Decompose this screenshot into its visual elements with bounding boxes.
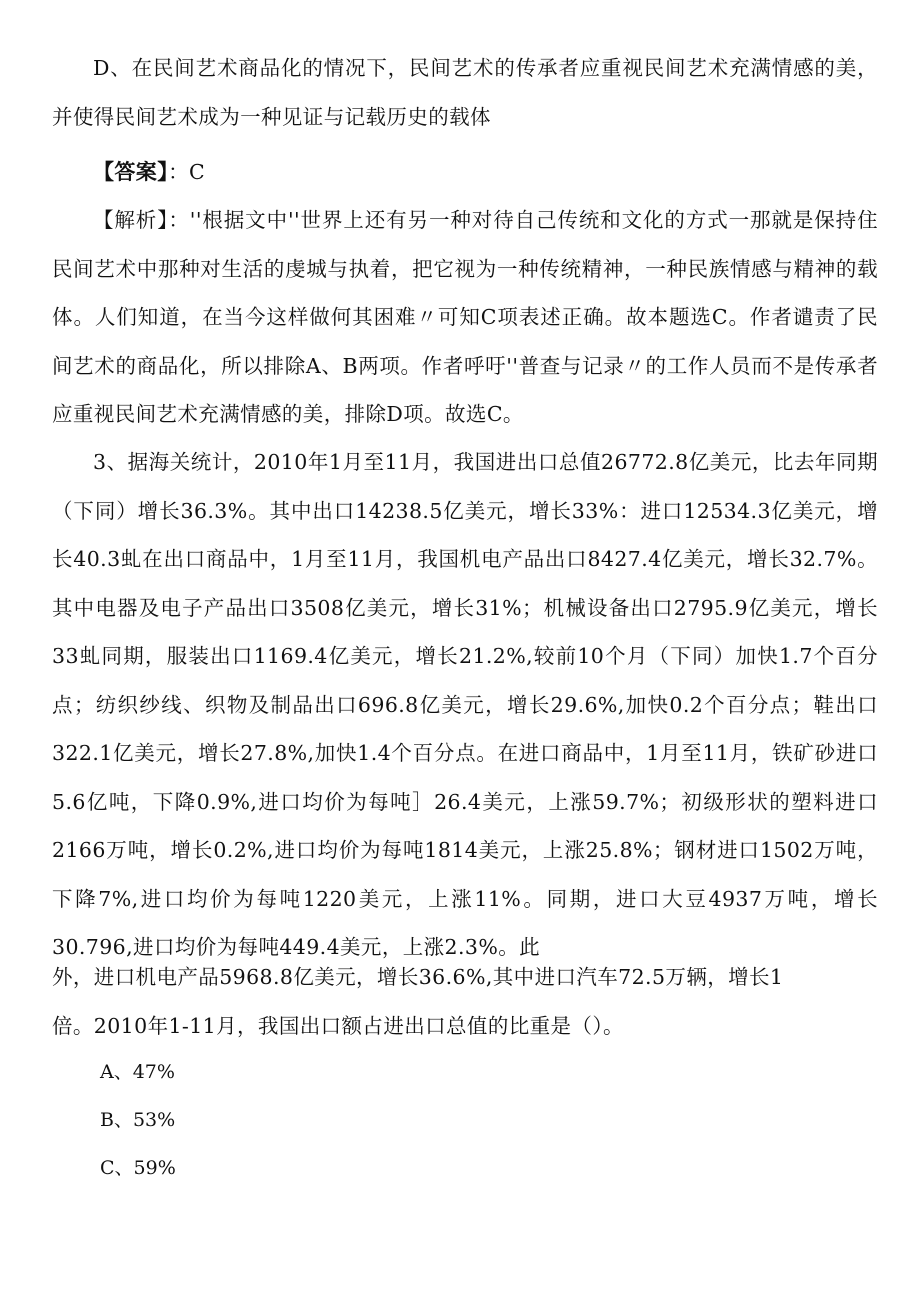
option-a: A、47% bbox=[100, 1061, 175, 1083]
answer-value: ：C bbox=[168, 160, 206, 184]
analysis-text: ：''根据文中''世界上还有另一种对待自己传统和文化的方式一那就是保持住民间艺术中那种对生活的虔城与执着，把它视为一种传统精神，一种民族情感与精神的载体。人们知道，在当今这样做何其困难〃可知C项表述正确。故本题选C。作者谴责了民间艺术的商品化，所以排除A、B两项。作者呼吁''普查与记录〃的工作人员而不是传承者应重视民间艺术充满情感的美，排除D项。故选C。 bbox=[52, 208, 878, 426]
option-b: B、53% bbox=[100, 1109, 176, 1131]
option-c: C、59% bbox=[100, 1157, 176, 1179]
answer-line bbox=[52, 148, 878, 197]
question-3-line-3: 倍。2010年1-11月，我国出口额占进出口总值的比重是（）。 bbox=[52, 1014, 624, 1038]
analysis-label: 【解析】 bbox=[93, 208, 169, 232]
option-d-paragraph: D、在民间艺术商品化的情况下，民间艺术的传承者应重视民间艺术充满情感的美，并使得民间艺术成为一种见证与记载历史的载体 bbox=[52, 56, 878, 129]
question-3-line-2: 外，进口机电产品5968.8亿美元，增长36.6%,其中进口汽车72.5万辆，增长1 bbox=[52, 965, 784, 989]
answer-label: 【答案】 bbox=[93, 159, 169, 184]
question-3-paragraph: 3、据海关统计，2010年1月至11月，我国进出口总值26772.8亿美元，比去年同期（下同）增长36.3%。其中出口14238.5亿美元，增长33%：进口12534.3亿美元，增长40.3虬在出口商品中，1月至11月，我国机电产品出口8427.4亿美元，增长32.7%。其中电器及电子产品出口3508亿美元，增长31%；机械设备出口2795.9亿美元，增长33虬同期，服装出口1169.4亿美元，增长21.2%,较前10个月（下同）加快1.7个百分点；纺织纱线、织物及制品出口696.8亿美元，增长29.6%,加快0.2个百分点；鞋出口322.1亿美元，增长27.8%,加快1.4个百分点。在进口商品中，1月至11月，铁矿砂进口5.6亿吨，下降0.9%,进口均价为每吨］26.4美元，上涨59.7%；初级形状的塑料进口2166万吨，增长0.2%,进口均价为每吨1814美元，上涨25.8%；钢材进口1502万吨，下降7%,进口均价为每吨1220美元，上涨11%。同期，进口大豆4937万吨，增长30.796,进口均价为每吨449.4美元，上涨2.3%。此 bbox=[52, 450, 878, 959]
analysis-paragraph bbox=[52, 196, 878, 439]
